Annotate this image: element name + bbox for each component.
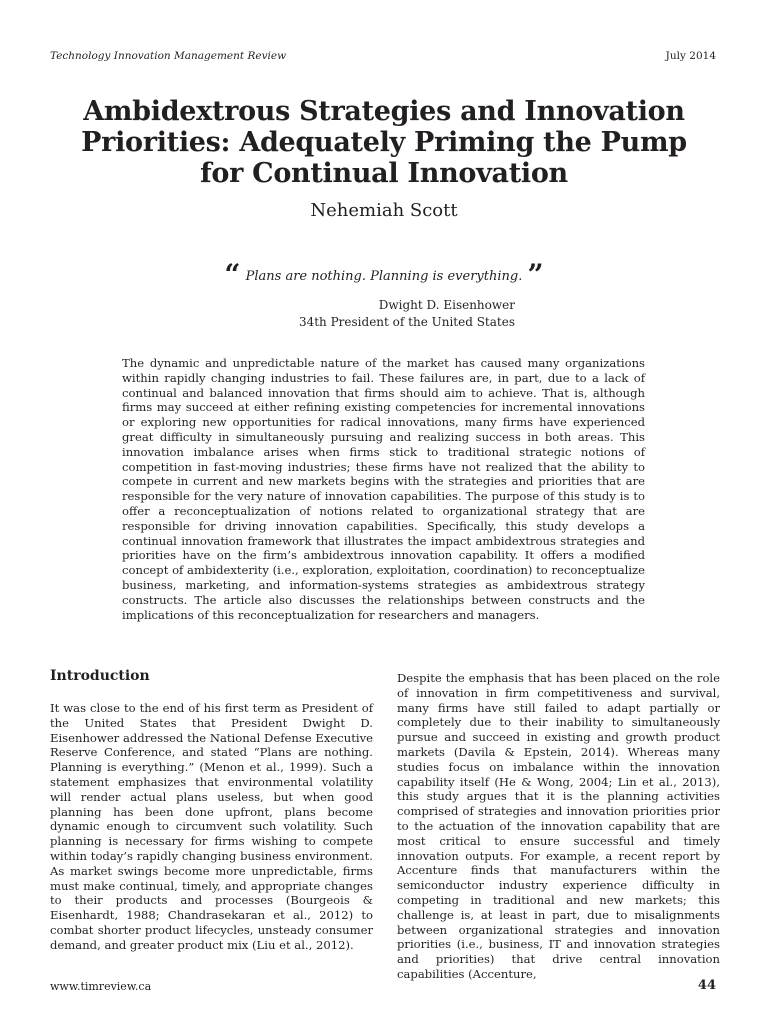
article-title: Ambidextrous Strategies and Innovation Priorities: Adequately Priming the Pump for Continual Innovation (81, 96, 687, 189)
epigraph (0, 258, 768, 291)
epigraph-text: Plans are nothing. Planning is everything. (245, 269, 523, 284)
body-column-left: It was close to the end of his first term as President of the United States that President Dwight D. Eisenhower addressed the National Defense Executive Reserve Conference, and stated “Plans are nothing. Planning is everything.” (Menon et al., 1999). Such a statement emphasizes that environmental volatility will render actual plans useless, but when good planning has been done upfront, plans become dynamic enough to circumvent such volatility. Such planning is necessary for firms wishing to compete within today’s rapidly changing business environment. As market swings become more unpredictable, firms must make continual, timely, and appropriate changes to their products and processes (Bourgeois & Eisenhardt, 1988; Chandrasekaran et al., 2012) to combat shorter product lifecycles, unsteady consumer demand, and greater product mix (Liu et al., 2012). (50, 701, 373, 952)
open-quote-mark: “ (224, 258, 241, 291)
footer-url[interactable]: www.timreview.ca (50, 980, 152, 993)
issue-date: July 2014 (665, 50, 716, 62)
article-author: Nehemiah Scott (310, 200, 458, 221)
epigraph-attribution-role: 34th President of the United States (298, 315, 515, 329)
epigraph-attribution-name: Dwight D. Eisenhower (378, 298, 515, 312)
body-column-right: Despite the emphasis that has been placed on the role of innovation in firm competitiveness and survival, many firms have still failed to adapt partially or completely due to their inability to simultaneously pursue and succeed in existing and growth product markets (Davila & Epstein, 2014). Whereas many studies focus on imbalance within the innovation capability itself (He & Wong, 2004; Lin et al., 2013), this study argues that it is the planning activities comprised of strategies and innovation priorities prior to the actuation of the innovation capability that are most critical to ensure successful and timely innovation outputs. For example, a recent report by Accenture finds that manufacturers within the semiconductor industry experience difficulty in competing in traditional and new markets; this challenge is, at least in part, due to misalignments between organizational strategies and innovation priorities (i.e., business, IT and innovation strategies and priorities) that drive central innovation capabilities (Accenture, (397, 671, 720, 981)
abstract: The dynamic and unpredictable nature of the market has caused many organizations within rapidly changing industries to fail. These failures are, in part, due to a lack of continual and balanced innovation that firms should aim to achieve. That is, although firms may succeed at either refining existing competencies for incremental innovations or exploring new opportunities for radical innovations, many firms have experienced great difficulty in simultaneously pursuing and realizing success in both areas. This innovation imbalance arises when firms stick to traditional strategic notions of competition in fast-moving industries; these firms have not realized that the ability to compete in current and new markets begins with the strategies and priorities that are responsible for the very nature of innovation capabilities. The purpose of this study is to offer a reconceptualization of notions related to organizational strategy that are responsible for driving innovation capabilities. Specifically, this study develops a continual innovation framework that illustrates the impact ambidextrous strategies and priorities have on the firm’s ambidextrous innovation capability. It offers a modified concept of ambidexterity (i.e., exploration, exploitation, coordination) to reconceptualize business, marketing, and information-systems strategies as ambidextrous strategy constructs. The article also discusses the relationships between constructs and the implications of this reconceptualization for researchers and managers. (122, 356, 645, 622)
close-quote-mark: ” (527, 258, 544, 291)
journal-name: Technology Innovation Management Review (50, 50, 287, 62)
section-heading: Introduction (50, 668, 150, 684)
page-number: 44 (697, 978, 716, 993)
